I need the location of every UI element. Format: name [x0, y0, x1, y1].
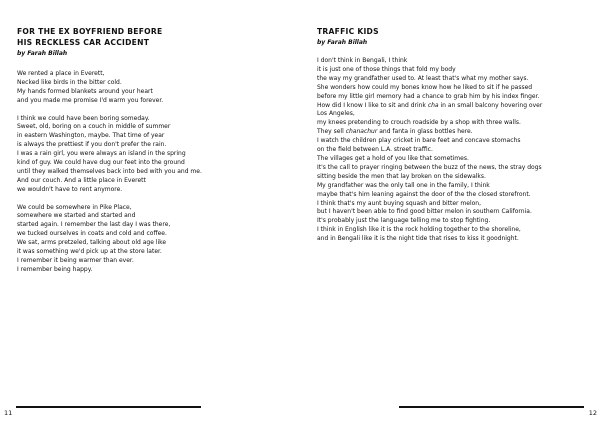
poem-line: We sat, arms pretzeled, talking about old age like	[17, 239, 167, 247]
poem-line: maybe that's him leaning against the door of the the closed storefront.	[317, 190, 531, 198]
poem-line: sitting beside the men that lay broken on the sidewalks.	[317, 172, 486, 180]
poem-line-end: in an small balcony hovering over	[438, 101, 543, 109]
page-number: 11	[4, 409, 13, 417]
poem-line: Necked like birds in the bitter cold.	[17, 78, 122, 86]
poem-line: I was a rain girl, you were always an island in the spring	[17, 150, 186, 158]
poem-line: It's the call to prayer ringing between the buzz of the news, the stray dogs	[317, 163, 542, 171]
page-number: 12	[588, 409, 597, 417]
poem-line: I remember it being warmer than ever.	[17, 257, 134, 264]
poem-line: we wouldn't have to rent anymore.	[17, 185, 123, 193]
poem-line: and in Bengali like it is the night tide that rises to kiss it goodnight.	[317, 235, 519, 243]
poem-body	[317, 57, 592, 244]
poem-byline: by Farah Billah	[317, 39, 368, 46]
poem-line: We could be somewhere in Pike Place,	[17, 203, 132, 211]
poem-line	[317, 102, 592, 111]
poem-line	[317, 128, 592, 137]
poem-title: TRAFFIC KIDS	[317, 27, 379, 36]
poem-line: I think in English like it is the rock holding together to the shoreline,	[317, 226, 521, 234]
poem-line: My hands formed blankets around your heart	[17, 87, 153, 95]
poem-line: I watch the children play cricket in bare feet and concave stomachs	[317, 137, 521, 145]
poem-line: I don't think in Bengali, I think	[317, 57, 408, 64]
italic-word: cha	[427, 101, 439, 109]
poem-line: and you made me promise I'd warm you forever.	[17, 96, 164, 104]
italic-word: chanachur	[345, 128, 378, 136]
poem-line: Los Angeles,	[317, 110, 355, 118]
poem-body	[17, 70, 287, 284]
poem-line: it is just one of those things that fold my body	[317, 65, 456, 73]
poem-title	[17, 26, 287, 48]
poem-line: we tucked ourselves in coats and cold and coffee.	[17, 230, 167, 238]
poem-line: My grandfather was the only tall one in the family, I think	[317, 181, 490, 189]
poem-line-start: How did I know I like to sit and drink	[317, 101, 428, 109]
poem-line: before my little girl memory had a chance to grab him by his index finger.	[317, 92, 540, 100]
stanza	[17, 70, 287, 106]
poem-line: She wonders how could my bones know how he liked to sit if he passed	[317, 83, 533, 91]
right-page	[300, 0, 600, 424]
title-line: FOR THE EX BOYFRIEND BEFORE	[17, 27, 163, 36]
stanza	[17, 115, 287, 195]
poem-line: kind of guy. We could have dug our feet into the ground	[17, 159, 185, 167]
poem-line: on the field between L.A. street traffic.	[317, 146, 433, 154]
footer-rule	[16, 406, 201, 408]
poem-line: It's probably just the language telling me to stop fighting.	[317, 217, 491, 225]
poem-line: I think that's my aunt buying squash and bitter melon,	[317, 199, 482, 207]
poem-line: in eastern Washington, maybe. That time of year	[17, 132, 165, 140]
poem-byline: by Farah Billah	[17, 50, 68, 57]
poem-line: it was something we'd pick up at the store later.	[17, 248, 162, 256]
poem-line: my knees pretending to crouch roadside by a shop with three walls.	[317, 119, 521, 127]
poem-line: The villages get a hold of you like that sometimes.	[317, 154, 469, 162]
poem-line: And our couch. And a little place in Everett	[17, 176, 146, 184]
poem-line: Sweet, old, boring on a couch in middle of summer	[17, 123, 171, 131]
poem-line: somewhere we started and started and	[17, 212, 136, 220]
poem-line: started again. I remember the last day I was there,	[17, 221, 171, 229]
poem-line: I think we could have been boring someday.	[17, 114, 150, 122]
poem-line: I remember being happy.	[17, 265, 93, 273]
poem-line: We rented a place in Everett,	[17, 70, 105, 77]
footer-rule	[399, 406, 584, 408]
stanza	[17, 204, 287, 275]
poem-line: until they walked themselves back into bed with you and me.	[17, 167, 202, 175]
title-line: HIS RECKLESS CAR ACCIDENT	[17, 38, 150, 47]
poem-line: is always the prettiest if you don't prefer the rain.	[17, 141, 167, 149]
poem-line-end: and fanta in glass bottles here.	[377, 128, 473, 136]
poem-line: but I haven't been able to find good bitter melon in southern California.	[317, 208, 532, 216]
poem-line-start: They sell	[317, 128, 346, 136]
poem-line: the way my grandfather used to. At least that's what my mother says.	[317, 74, 529, 82]
